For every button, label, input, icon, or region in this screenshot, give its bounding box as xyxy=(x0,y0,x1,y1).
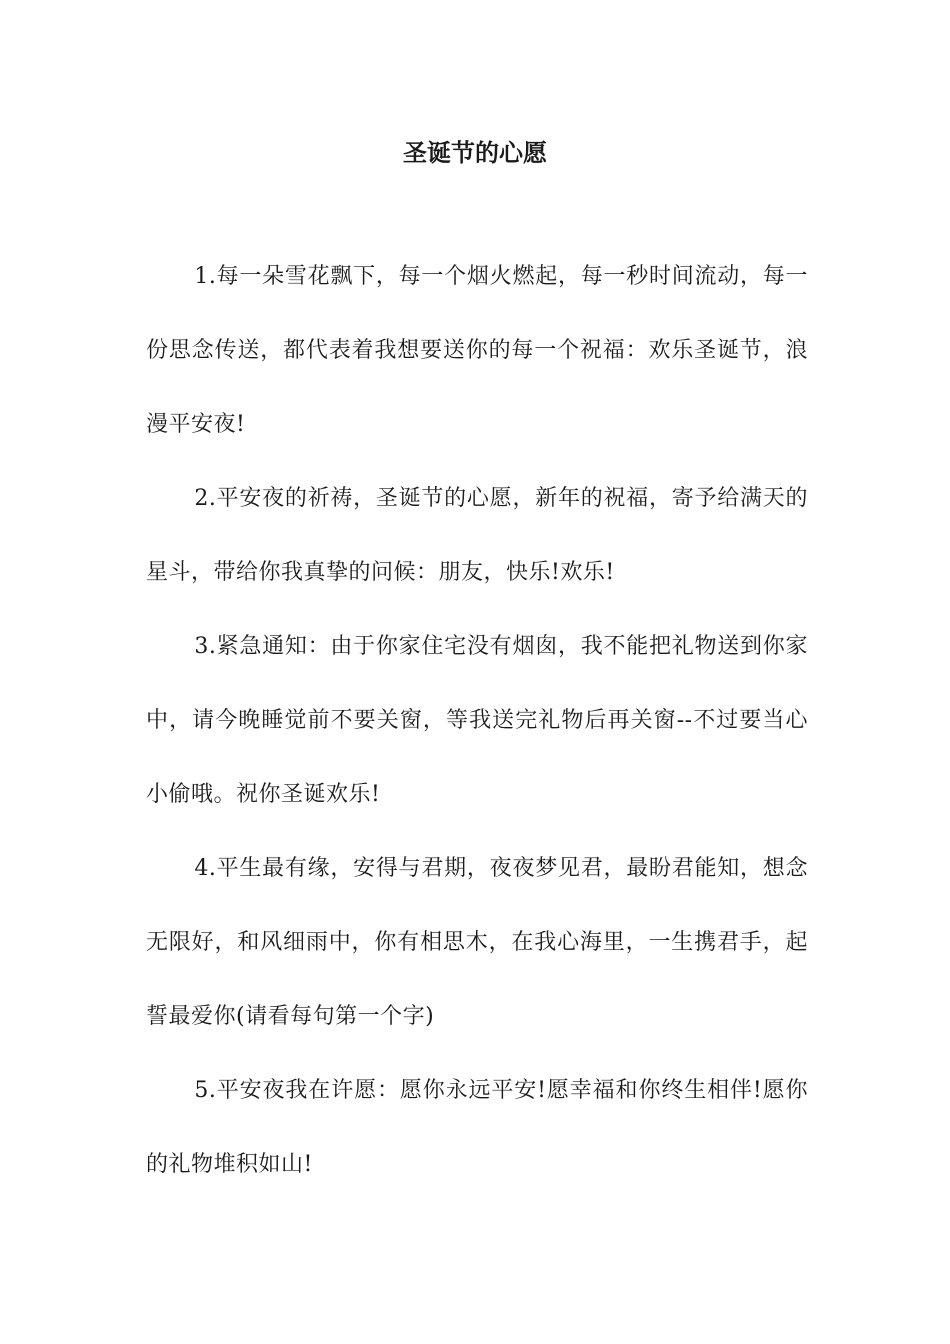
page-title: 圣诞节的心愿 xyxy=(403,138,547,167)
paragraph-2: 2.平安夜的祈祷，圣诞节的心愿，新年的祝福，寄予给满天的星斗，带给你我真挚的问候：朋友，快乐!欢乐! xyxy=(146,486,808,585)
document-body xyxy=(146,240,808,1202)
paragraph-5: 5.平安夜我在许愿：愿你永远平安!愿幸福和你终生相伴!愿你的礼物堆积如山! xyxy=(146,1078,808,1177)
paragraph-3: 3.紧急通知：由于你家住宅没有烟囱，我不能把礼物送到你家中，请今晚睡觉前不要关窗，等我送完礼物后再关窗--不过要当心小偷哦。祝你圣诞欢乐! xyxy=(146,634,808,807)
paragraph-4: 4.平生最有缘，安得与君期，夜夜梦见君，最盼君能知，想念无限好，和风细雨中，你有相思木，在我心海里，一生携君手，起誓最爱你(请看每句第一个字) xyxy=(146,856,808,1029)
paragraph-1: 1.每一朵雪花飘下，每一个烟火燃起，每一秒时间流动，每一份思念传送，都代表着我想要送你的每一个祝福：欢乐圣诞节，浪漫平安夜! xyxy=(146,264,808,437)
